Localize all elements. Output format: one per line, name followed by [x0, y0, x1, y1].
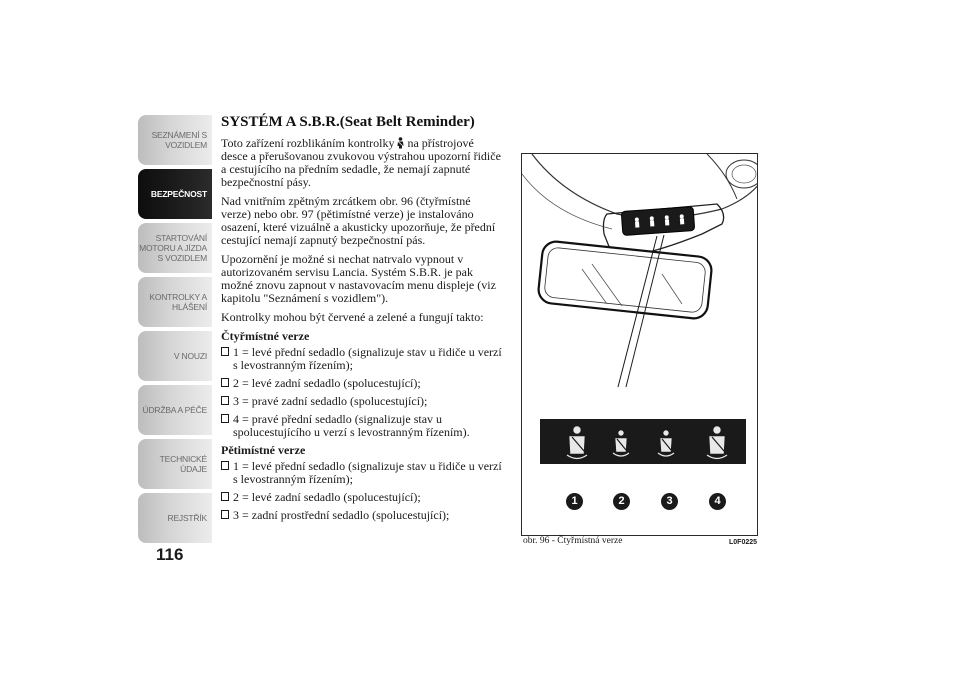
checkbox-bullet-icon	[221, 347, 229, 356]
checkbox-bullet-icon	[221, 378, 229, 387]
list-item: 3 = zadní prostřední sedadlo (spolucestující);	[221, 509, 503, 522]
callout-4: 4	[709, 493, 726, 510]
paragraph-mirror: Nad vnitřním zpětným zrcátkem obr. 96 (čtyřmístné verze) nebo obr. 97 (pětimístné verze) je instalováno osazení, které vizuálně a akusticky upozorňuje, že přední cestující nemají zapnutý bezpečnostní pás.	[221, 194, 496, 247]
checkbox-bullet-icon	[221, 461, 229, 470]
list-item: 1 = levé přední sedadlo (signalizuje stav u řidiče u verzí s levostranným řízením);	[221, 346, 503, 372]
figure-sbr-illustration	[521, 153, 758, 536]
checkbox-bullet-icon	[221, 396, 229, 405]
sbr-illustration	[522, 154, 758, 536]
tab-startovani-motoru[interactable]: STARTOVÁNÍ MOTORU A JÍZDA S VOZIDLEM	[138, 223, 212, 273]
tab-bezpecnost[interactable]: BEZPEČNOST	[138, 169, 212, 219]
paragraph-colors: Kontrolky mohou být červené a zelené a fungují takto:	[221, 310, 484, 324]
tab-technicke-udaje[interactable]: TECHNICKÉ ÚDAJE	[138, 439, 212, 489]
tab-v-nouzi[interactable]: V NOUZI	[138, 331, 212, 381]
callout-1: 1	[566, 493, 583, 510]
figure-caption: obr. 96 - Čtyřmístná verze	[523, 536, 623, 546]
list-item: 2 = levé zadní sedadlo (spolucestující);	[221, 491, 503, 504]
text-column	[221, 113, 503, 527]
list-item: 1 = levé přední sedadlo (signalizuje stav u řidiče u verzí s levostranným řízením);	[221, 460, 503, 486]
five-seat-heading: Pětimístné verze	[221, 443, 306, 457]
page-number: 116	[156, 545, 184, 564]
callout-2: 2	[613, 493, 630, 510]
callout-3: 3	[661, 493, 678, 510]
tab-udrzba-a-pece[interactable]: ÚDRŽBA A PÉČE	[138, 385, 212, 435]
list-item: 2 = levé zadní sedadlo (spolucestující);	[221, 377, 503, 390]
list-item: 3 = pravé zadní sedadlo (spolucestující);	[221, 395, 503, 408]
list-item: 4 = pravé přední sedadlo (signalizuje stav u spolucestujícího u verzí s levostranným řízením).	[221, 413, 503, 439]
tab-rejstrik[interactable]: REJSTŘÍK	[138, 493, 212, 543]
tab-seznameni-s-vozidlem[interactable]: SEZNÁMENÍ S VOZIDLEM	[138, 115, 212, 165]
paragraph-intro: Toto zařízení rozblikáním kontrolky na přístrojové desce a přerušovanou zvukovou výstrahou upozorní řidiče a cestujícího na předním sedadle, že nemají zapnuté bezpečnostní pásy.	[221, 136, 501, 189]
seatbelt-warning-icon	[396, 137, 405, 149]
figure-code: L0F0225	[729, 539, 758, 546]
checkbox-bullet-icon	[221, 510, 229, 519]
paragraph-disable: Upozornění je možné si nechat natrvalo vypnout v autorizovaném servisu Lancia. Systém S.B.R. je pak možné znovu zapnout v nastavovacím menu displeje (viz kapitolu "Seznámení s vozidlem").	[221, 252, 496, 305]
checkbox-bullet-icon	[221, 492, 229, 501]
checkbox-bullet-icon	[221, 414, 229, 423]
section-title: SYSTÉM A S.B.R.(Seat Belt Reminder)	[221, 114, 475, 130]
tab-kontrolky-a-hlaseni[interactable]: KONTROLKY A HLÁŠENÍ	[138, 277, 212, 327]
four-seat-heading: Čtyřmístné verze	[221, 329, 310, 343]
